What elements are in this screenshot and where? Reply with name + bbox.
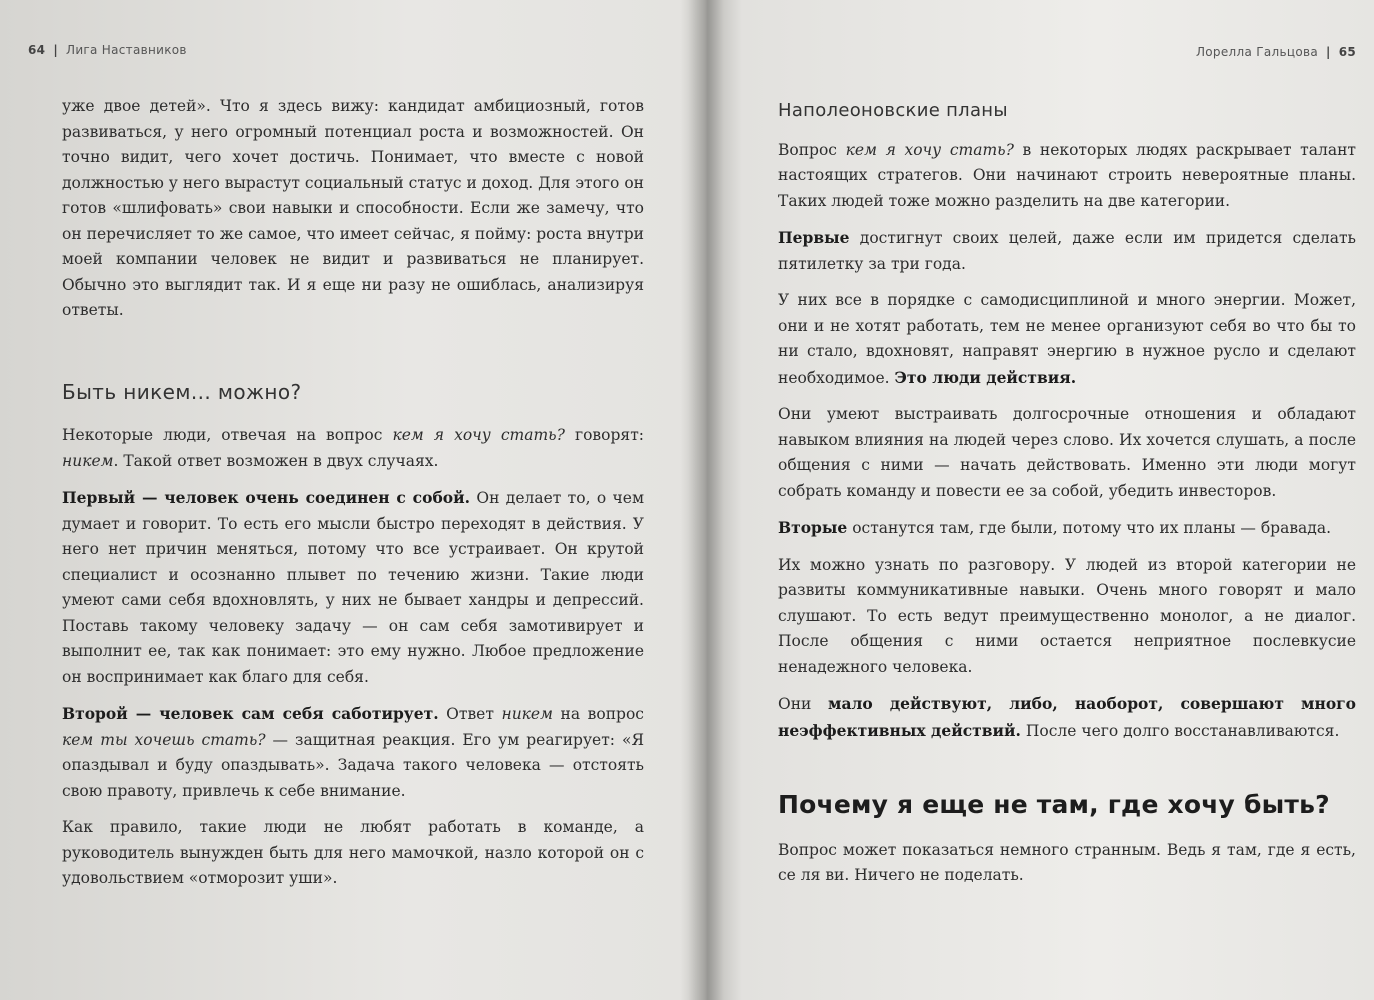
paragraph: Вопрос может показаться немного странным. Ведь я там, где я есть, се ля ви. Ничего не поделать. — [778, 840, 1356, 884]
right-page — [716, 0, 1374, 1000]
running-head-separator: | — [1326, 45, 1331, 59]
italic-phrase: никем — [501, 705, 553, 723]
italic-phrase: кем я хочу стать? — [845, 140, 1014, 159]
bold-lead: Вторые — [778, 518, 848, 537]
paragraph: Их можно узнать по разговору. У людей из второй категории не развиты коммуникативные навыки. Очень много говорят и мало слушают. То есть ведут преимущественно монолог, а не диалог. После общения с ними остается неприятное послевкусие ненадежного человека. — [778, 555, 1356, 676]
left-body-text — [62, 94, 644, 892]
bold-lead: Первый — человек очень соединен с собой. — [62, 488, 471, 507]
bold-phrase: Это люди действия. — [894, 367, 1077, 387]
page-number: 64 — [28, 43, 46, 57]
paragraph: Они умеют выстраивать долгосрочные отношения и обладают навыком влияния на людей через слово. Их хочется слушать, а после общения с ними — начать действовать. Именно эти люди могут собрать команду и повести ее за собой, убедить инвесторов. — [778, 405, 1356, 500]
paragraph: Первые достигнут своих целей, даже если им придется сделать пятилетку за три года. — [778, 228, 1356, 273]
bold-phrase: мало действуют, либо, наоборот, совершают много неэффективных действий. — [778, 694, 1356, 740]
italic-phrase: кем ты хочешь стать? — [62, 730, 266, 749]
paragraph: Первый — человек очень соединен с собой. Он делает то, о чем думает и говорит. То есть его мысли быстро переходят в действия. У него нет причин меняться, потому что все устраивает. Он крутой специалист и осознанно плывет по течению жизни. Такие люди умеют сами себя вдохновлять, у них не бывает хандры и депрессий. Поставь такому человеку задачу — он сам себя замотивирует и выполнит ее, так как понимает: это ему нужно. Любое предложение он воспринимает как благо для себя. — [62, 488, 645, 686]
paragraph: Вторые останутся там, где были, потому что их планы — бравада. — [778, 518, 1332, 537]
section-title: Наполеоновские планы — [778, 100, 1008, 121]
chapter-title: Почему я еще не там, где хочу быть? — [778, 790, 1330, 819]
running-head-title: Лорелла Гальцова — [1195, 45, 1318, 59]
bold-lead: Первые — [778, 228, 850, 247]
running-head-title: Лига Наставников — [66, 43, 187, 57]
paragraph: Второй — человек сам себя саботирует. Ответ никем на вопрос кем ты хочешь стать? — защитная реакция. Его ум реагирует: «Я опаздывал и буду опаздывать». Задача такого человека — отстоять свою правоту, привлечь к себе внимание. — [62, 704, 644, 800]
bold-lead: Второй — человек сам себя саботирует. — [62, 704, 439, 723]
page-number: 65 — [1338, 45, 1356, 59]
italic-phrase: никем — [62, 451, 114, 470]
paragraph: Они мало действуют, либо, наоборот, совершают много неэффективных действий. После чего долго восстанавливаются. — [778, 694, 1356, 740]
right-running-head — [778, 42, 1356, 62]
paragraph: Как правило, такие люди не любят работать в команде, а руководитель вынужден быть для него мамочкой, назло которой он с удовольствием «отморозит уши». — [62, 818, 644, 887]
intro-paragraph: уже двое детей». Что я здесь вижу: кандидат амбициозный, готов развиваться, у него огромный потенциал роста и возможностей. Он точно видит, чего хочет достичь. Понимает, что вместе с новой должностью у него вырастут социальный статус и доход. Для этого он готов «шлифовать» свои навыки и способности. Если же замечу, что он перечисляет то же самое, что имеет сейчас, я пойму: роста внутри моей компании человек не видит и развиваться не планирует. Обычно это выглядит так. И я еще ни разу не ошиблась, анализируя ответы. — [62, 97, 644, 319]
italic-phrase: кем я хочу стать? — [392, 426, 565, 444]
paragraph: Некоторые люди, отвечая на вопрос кем я хочу стать? говорят: никем. Такой ответ возможен в двух случаях. — [62, 426, 644, 470]
right-body-text — [778, 98, 1356, 889]
left-running-head — [28, 40, 660, 60]
paragraph: Вопрос кем я хочу стать? в некоторых людях раскрывает талант настоящих стратегов. Они начинают строить невероятные планы. Таких людей тоже можно разделить на две категории. — [778, 140, 1356, 210]
section-title: Быть никем... можно? — [62, 379, 302, 404]
running-head-separator: | — [53, 43, 58, 57]
paragraph: У них все в порядке с самодисциплиной и много энергии. Может, они и не хотят работать, тем не менее организуют себя во что бы то ни стало, вдохновят, направят энергию в нужное русло и сделают необходимое. Это люди действия. — [778, 291, 1356, 387]
